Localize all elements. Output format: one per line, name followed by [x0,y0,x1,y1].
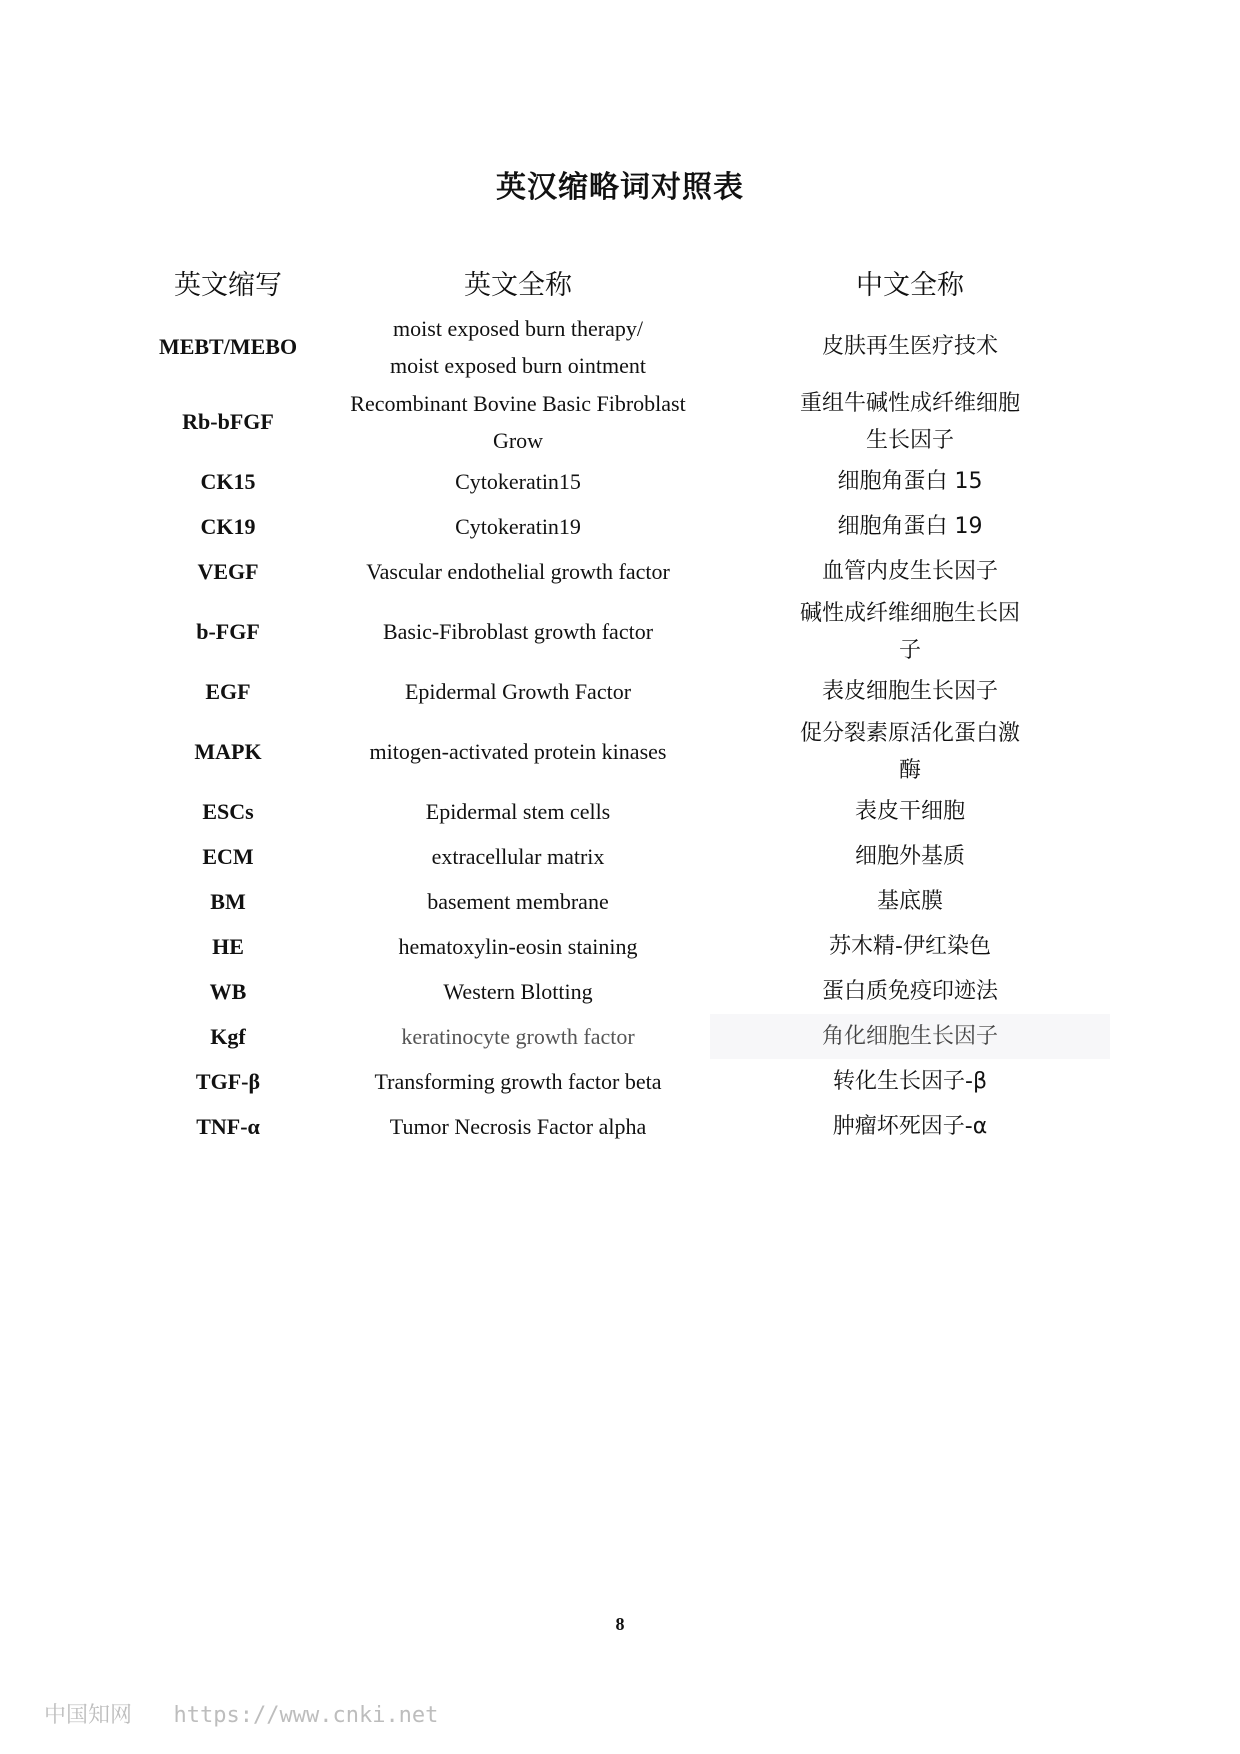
english-full-name-text: extracellular matrix [431,844,605,869]
english-full-name-cell [326,309,710,384]
chinese-full-name-cell [710,969,1110,1014]
table-row [130,309,1110,384]
chinese-full-name-text: 重组牛碱性成纤维细胞生长因子 [799,390,1020,453]
chinese-full-name-cell [710,384,1110,459]
chinese-full-name-cell [710,1014,1110,1059]
chinese-full-name-text: 细胞角蛋白 19 [837,514,983,539]
table-row [130,1014,1110,1059]
watermark [44,1698,438,1729]
abbreviation-table [130,255,1110,1149]
chinese-full-name-cell [710,504,1110,549]
table-row [130,789,1110,834]
table-row [130,504,1110,549]
english-full-name-text: Cytokeratin15 [455,469,581,494]
english-full-name-cell [326,459,710,504]
english-full-name-cell [326,879,710,924]
english-full-name-cell [326,594,710,669]
english-full-name-text: Recombinant Bovine Basic Fibroblast Grow [350,390,686,453]
table-row [130,669,1110,714]
chinese-full-name-text: 细胞外基质 [854,844,965,869]
chinese-full-name-text: 角化细胞生长因子 [821,1024,998,1049]
english-full-name-text: Tumor Necrosis Factor alpha [389,1114,647,1139]
table-row [130,834,1110,879]
chinese-full-name-cell [710,669,1110,714]
english-full-name-text: moist exposed burn therapy/ moist exposed burn ointment [389,315,647,378]
english-full-name-cell [326,504,710,549]
chinese-full-name-cell [710,1104,1110,1149]
table-row [130,459,1110,504]
abbreviation-cell: TNF-α [196,1114,260,1139]
abbreviation-cell: b-FGF [196,619,260,644]
chinese-full-name-cell [710,789,1110,834]
abbreviation-cell: EGF [205,679,251,704]
abbreviation-cell: CK15 [200,469,256,494]
english-full-name-text: basement membrane [427,889,609,914]
english-full-name-text: hematoxylin-eosin staining [398,934,638,959]
table-row [130,714,1110,789]
header-english-full-name: 英文全称 [464,269,572,301]
page-title: 英汉缩略词对照表 [496,170,744,205]
chinese-full-name-cell [710,879,1110,924]
english-full-name-text: Basic-Fibroblast growth factor [382,619,654,644]
chinese-full-name-cell [710,549,1110,594]
english-full-name-cell [326,384,710,459]
english-full-name-cell [326,1014,710,1059]
english-full-name-cell [326,549,710,594]
chinese-full-name-text: 碱性成纤维细胞生长因子 [799,600,1020,663]
abbreviation-cell: ESCs [202,799,254,824]
table-row [130,549,1110,594]
table-row [130,1104,1110,1149]
abbreviation-cell: CK19 [200,514,256,539]
chinese-full-name-text: 蛋白质免疫印迹法 [821,979,998,1004]
chinese-full-name-text: 转化生长因子-β [833,1069,987,1094]
chinese-full-name-text: 表皮干细胞 [854,799,965,824]
abbreviation-cell: MEBT/MEBO [158,334,298,359]
abbreviation-cell: MAPK [194,739,262,764]
abbreviation-cell: HE [212,934,244,959]
abbreviation-cell: VEGF [197,559,259,584]
page-number: 8 [615,1614,625,1634]
chinese-full-name-text: 苏木精-伊红染色 [829,934,991,959]
table-row [130,969,1110,1014]
table-row [130,879,1110,924]
chinese-full-name-cell [710,309,1110,384]
chinese-full-name-cell [710,834,1110,879]
watermark-name: 中国知网 [44,1703,133,1728]
chinese-full-name-text: 细胞角蛋白 15 [837,469,983,494]
chinese-full-name-cell [710,714,1110,789]
english-full-name-cell [326,1059,710,1104]
table-row [130,924,1110,969]
table-row [130,594,1110,669]
watermark-url: https://www.cnki.net [173,1703,439,1728]
english-full-name-cell [326,924,710,969]
chinese-full-name-text: 血管内皮生长因子 [821,559,998,584]
english-full-name-text: Transforming growth factor beta [374,1069,662,1094]
chinese-full-name-text: 皮肤再生医疗技术 [821,334,998,359]
english-full-name-cell [326,834,710,879]
english-full-name-cell [326,1104,710,1149]
english-full-name-text: keratinocyte growth factor [401,1024,635,1049]
header-chinese-full-name: 中文全称 [856,269,964,301]
chinese-full-name-cell [710,1059,1110,1104]
english-full-name-text: Epidermal Growth Factor [404,679,632,704]
chinese-full-name-cell [710,459,1110,504]
chinese-full-name-text: 促分裂素原活化蛋白激酶 [799,720,1020,783]
abbreviation-cell: BM [210,889,246,914]
header-abbreviation: 英文缩写 [174,269,282,301]
english-full-name-cell [326,714,710,789]
abbreviation-cell: Kgf [210,1024,246,1049]
abbreviation-cell: WB [209,979,247,1004]
table-header-row [130,255,1110,309]
english-full-name-cell [326,789,710,834]
chinese-full-name-text: 肿瘤坏死因子-α [832,1114,988,1139]
chinese-full-name-cell [710,924,1110,969]
english-full-name-text: Epidermal stem cells [425,799,611,824]
abbreviation-cell: Rb-bFGF [182,409,274,434]
chinese-full-name-text: 表皮细胞生长因子 [821,679,998,704]
english-full-name-text: mitogen-activated protein kinases [369,739,667,764]
chinese-full-name-cell [710,594,1110,669]
english-full-name-text: Cytokeratin19 [455,514,581,539]
abbreviation-cell: ECM [202,844,254,869]
english-full-name-text: Western Blotting [443,979,593,1004]
table-row [130,1059,1110,1104]
chinese-full-name-text: 基底膜 [876,889,943,914]
english-full-name-cell [326,669,710,714]
english-full-name-text: Vascular endothelial growth factor [366,559,670,584]
english-full-name-cell [326,969,710,1014]
abbreviation-cell: TGF-β [195,1069,261,1094]
table-row [130,384,1110,459]
